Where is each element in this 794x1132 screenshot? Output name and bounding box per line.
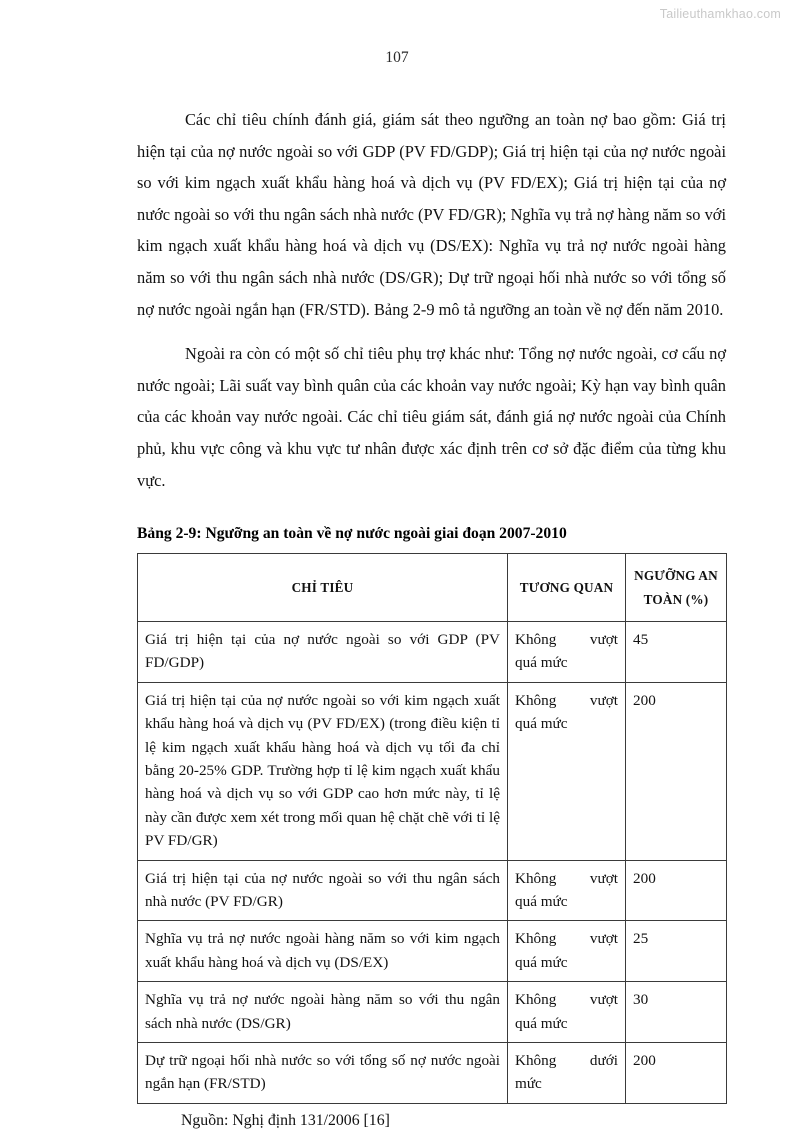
table-caption: Bảng 2-9: Ngưỡng an toàn về nợ nước ngoài giai đoạn 2007-2010: [137, 525, 567, 543]
table-row: [138, 982, 727, 1043]
cell-relation: [508, 682, 626, 860]
relation-line-2: quá mức: [515, 893, 568, 910]
column-header-indicator: CHỈ TIÊU: [138, 554, 508, 622]
cell-threshold: 45: [626, 621, 727, 682]
relation-line-2: quá mức: [515, 1014, 568, 1032]
table-header-row: [138, 554, 727, 622]
relation-line-2: quá mức: [515, 654, 568, 672]
relation-line-2: quá mức: [515, 715, 568, 733]
cell-relation: [508, 921, 626, 982]
relation-line-2: quá mức: [515, 953, 568, 971]
table-row: [138, 921, 727, 982]
cell-threshold: 200: [626, 1043, 727, 1104]
table-row: [138, 860, 727, 921]
cell-relation: [508, 621, 626, 682]
cell-relation: [508, 1043, 626, 1104]
cell-relation: [508, 982, 626, 1043]
relation-line-1: Không vượt: [515, 869, 618, 887]
cell-threshold: 200: [626, 682, 727, 860]
table-row: [138, 682, 727, 860]
cell-indicator: Giá trị hiện tại của nợ nước ngoài so với thu ngân sách nhà nước (PV FD/GR): [138, 860, 508, 921]
cell-threshold: 25: [626, 921, 727, 982]
cell-threshold: 200: [626, 860, 727, 921]
column-header-relation: TƯƠNG QUAN: [508, 554, 626, 622]
cell-indicator: Nghĩa vụ trả nợ nước ngoài hàng năm so với thu ngân sách nhà nước (DS/GR): [138, 982, 508, 1043]
cell-indicator: Giá trị hiện tại của nợ nước ngoài so với GDP (PV FD/GDP): [138, 621, 508, 682]
watermark-text: Tailieuthamkhao.com: [659, 7, 781, 21]
relation-line-1: Không vượt: [515, 630, 618, 648]
column-header-threshold: NGƯỠNG AN TOÀN (%): [626, 554, 727, 622]
table-row: [138, 621, 727, 682]
cell-relation: [508, 860, 626, 921]
relation-line-1: Không dưới: [515, 1052, 618, 1070]
page-number: 107: [385, 49, 409, 66]
page-content: [137, 104, 726, 1132]
safety-threshold-table: [137, 553, 727, 1104]
relation-line-1: Không vượt: [515, 991, 618, 1009]
paragraph-2: Ngoài ra còn có một số chỉ tiêu phụ trợ khác như: Tổng nợ nước ngoài, cơ cấu nợ nước ngoài; Lãi suất vay bình quân của các khoản vay nước ngoài; Kỳ hạn vay bình quân của các khoản vay nước ngoài. Các chỉ tiêu giám sát, đánh giá nợ nước ngoài của Chính phủ, khu vực công và khu vực tư nhân được xác định trên cơ sở đặc điểm của từng khu vực.: [137, 344, 726, 490]
table-source-note: Nguồn: Nghị định 131/2006 [16]: [181, 1111, 390, 1129]
relation-line-1: Không vượt: [515, 930, 618, 948]
cell-indicator: Dự trữ ngoại hối nhà nước so với tổng số nợ nước ngoài ngắn hạn (FR/STD): [138, 1043, 508, 1104]
relation-line-1: Không vượt: [515, 691, 618, 709]
table-row: [138, 1043, 727, 1104]
cell-threshold: 30: [626, 982, 727, 1043]
cell-indicator: Nghĩa vụ trả nợ nước ngoài hàng năm so với kim ngạch xuất khẩu hàng hoá và dịch vụ (DS/EX): [138, 921, 508, 982]
paragraph-1: Các chỉ tiêu chính đánh giá, giám sát theo ngưỡng an toàn nợ bao gồm: Giá trị hiện tại của nợ nước ngoài so với GDP (PV FD/GDP); Giá trị hiện tại của nợ nước ngoài so với kim ngạch xuất khẩu hàng hoá và dịch vụ (PV FD/EX); Giá trị hiện tại của nợ nước ngoài so với thu ngân sách nhà nước (PV FD/GR); Nghĩa vụ trả nợ hàng năm so với kim ngạch xuất khẩu hàng hoá và dịch vụ (DS/EX): Nghĩa vụ trả nợ nước ngoài hàng năm so với thu ngân sách nhà nước (DS/GR); Dự trữ ngoại hối nhà nước so với tổng số nợ nước ngoài ngắn hạn (FR/STD). Bảng 2-9 mô tả ngưỡng an toàn về nợ đến năm 2010.: [137, 110, 726, 319]
cell-indicator: Giá trị hiện tại của nợ nước ngoài so với kim ngạch xuất khẩu hàng hoá và dịch vụ (PV FD/EX) (trong điều kiện tỉ lệ kim ngạch xuất khẩu hàng hoá và dịch vụ tối đa chỉ bằng 20-25% GDP. Trường hợp tỉ lệ kim ngạch xuất khẩu hàng hoá và dịch vụ so với GDP cao hơn mức này, tỉ lệ này cần được xem xét trong mối quan hệ chặt chẽ với tỉ lệ PV FD/GR): [138, 682, 508, 860]
relation-line-2: mức: [515, 1075, 542, 1093]
